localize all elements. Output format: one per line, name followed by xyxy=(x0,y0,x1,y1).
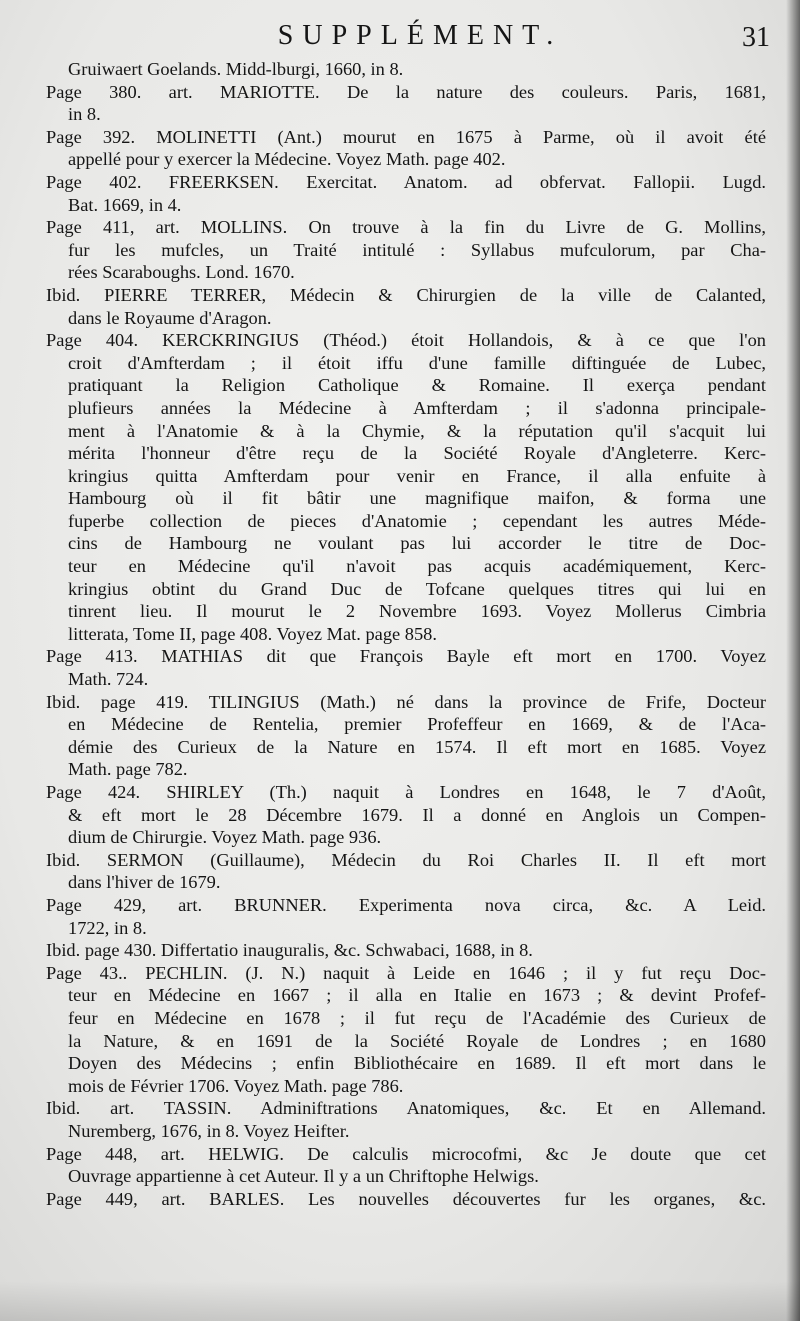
text-line: Ibid. PIERRE TERRER, Médecin & Chirurgien de la ville de Calanted, xyxy=(46,284,766,305)
text-line: Page 392. MOLINETTI (Ant.) mourut en 1675 à Parme, où il avoit été xyxy=(46,126,766,147)
text-line: Page 404. KERCKRINGIUS (Théod.) étoit Hollandois, & à ce que l'on xyxy=(46,330,766,351)
text-line: teur en Médecine en 1667 ; il alla en Italie en 1673 ; & devint Profef- xyxy=(68,985,766,1006)
text-line: in 8. xyxy=(68,104,101,125)
text-line: Math. 724. xyxy=(68,669,149,690)
text-line: feur en Médecine en 1678 ; il fut reçu de l'Académie des Curieux de xyxy=(68,1007,766,1028)
text-line: 1722, in 8. xyxy=(68,917,147,938)
text-line: pratiquant la Religion Catholique & Romaine. Il exerça pendant xyxy=(68,375,766,396)
text-line: appellé pour y exercer la Médecine. Voyez Math. page 402. xyxy=(68,149,506,170)
text-line: la Nature, & en 1691 de la Société Royale de Londres ; en 1680 xyxy=(68,1030,766,1051)
text-line: mois de Février 1706. Voyez Math. page 786. xyxy=(68,1075,404,1096)
text-line: Page 411, art. MOLLINS. On trouve à la fin du Livre de G. Mollins, xyxy=(46,217,766,238)
text-line: Page 429, art. BRUNNER. Experimenta nova circa, &c. A Leid. xyxy=(46,894,766,915)
text-line: kringius quitta Amfterdam pour venir en France, il alla enfuite à xyxy=(68,465,766,486)
running-header xyxy=(0,16,800,56)
text-line: Page 43.. PECHLIN. (J. N.) naquit à Leide en 1646 ; il y fut reçu Doc- xyxy=(46,962,766,983)
text-line: Page 424. SHIRLEY (Th.) naquit à Londres en 1648, le 7 d'Août, xyxy=(46,782,766,802)
text-line: dans l'hiver de 1679. xyxy=(68,872,221,893)
text-body xyxy=(46,58,766,1210)
text-line: Nuremberg, 1676, in 8. Voyez Heifter. xyxy=(68,1120,350,1141)
text-line: Ibid. page 419. TILINGIUS (Math.) né dans la province de Frife, Docteur xyxy=(46,691,766,712)
text-line: Page 380. art. MARIOTTE. De la nature des couleurs. Paris, 1681, xyxy=(46,81,766,102)
text-line: Doyen des Médecins ; enfin Bibliothécaire en 1689. Il eft mort dans le xyxy=(68,1053,766,1074)
text-line: Page 402. FREERKSEN. Exercitat. Anatom. ad obfervat. Fallopii. Lugd. xyxy=(46,171,766,192)
text-line: plufieurs années la Médecine à Amfterdam ; il s'adonna principale- xyxy=(68,397,766,418)
text-line: Math. page 782. xyxy=(68,759,188,780)
text-line: Page 413. MATHIAS dit que François Bayle eft mort en 1700. Voyez xyxy=(46,646,766,667)
text-line: Ouvrage appartienne à cet Auteur. Il y a un Chriftophe Helwigs. xyxy=(68,1166,539,1187)
text-line: Page 449, art. BARLES. Les nouvelles découvertes fur les organes, &c. xyxy=(46,1188,766,1209)
text-line: croit d'Amfterdam ; il étoit iffu d'une famille diftinguée de Lubec, xyxy=(68,352,766,373)
text-line: mérita l'honneur d'être reçu de la Société Royale d'Angleterre. Kerc- xyxy=(68,443,766,464)
text-line: Ibid. SERMON (Guillaume), Médecin du Roi Charles II. Il eft mort xyxy=(46,849,766,870)
text-line: litterata, Tome II, page 408. Voyez Mat. page 858. xyxy=(68,623,437,644)
text-line: teur en Médecine qu'il n'avoit pas acquis académiquement, Kerc- xyxy=(68,556,766,577)
text-line: Ibid. page 430. Differtatio inauguralis, &c. Schwabaci, 1688, in 8. xyxy=(46,940,533,961)
text-line: Hambourg où il fit bâtir une magnifique maifon, & forma une xyxy=(68,488,766,509)
text-line: Ibid. art. TASSIN. Adminiftrations Anatomiques, &c. Et en Allemand. xyxy=(46,1098,766,1119)
text-line: Gruiwaert Goelands. Midd-lburgi, 1660, in 8. xyxy=(68,59,404,79)
text-line: Bat. 1669, in 4. xyxy=(68,194,182,215)
text-line: kringius obtint du Grand Duc de Tofcane quelques titres qui lui en xyxy=(68,578,766,599)
text-line: en Médecine de Rentelia, premier Profeffeur en 1669, & de l'Aca- xyxy=(68,714,766,735)
text-line: fuperbe collection de pieces d'Anatomie ; cependant les autres Méde- xyxy=(68,510,766,531)
text-line: cins de Hambourg ne voulant pas lui accorder le titre de Doc- xyxy=(68,533,766,554)
text-line: dans le Royaume d'Aragon. xyxy=(68,307,272,328)
page-number: 31 xyxy=(742,22,770,53)
text-line: fur les mufcles, un Traité intitulé : Syllabus mufculorum, par Cha- xyxy=(68,239,766,260)
text-line: Page 448, art. HELWIG. De calculis microcofmi, &c Je doute que cet xyxy=(46,1143,766,1164)
text-line: ment à l'Anatomie & à la Chymie, & la réputation qu'il s'acquit lui xyxy=(68,420,766,441)
text-line: démie des Curieux de la Nature en 1574. Il eft mort en 1685. Voyez xyxy=(68,736,766,757)
text-line: rées Scaraboughs. Lond. 1670. xyxy=(68,262,295,283)
text-line: tinrent lieu. Il mourut le 2 Novembre 1693. Voyez Mollerus Cimbria xyxy=(68,601,766,622)
text-line: & eft mort le 28 Décembre 1679. Il a donné en Anglois un Compen- xyxy=(68,804,766,825)
text-line: dium de Chirurgie. Voyez Math. page 936. xyxy=(68,827,382,848)
page-title: SUPPLÉMENT. xyxy=(277,20,563,51)
